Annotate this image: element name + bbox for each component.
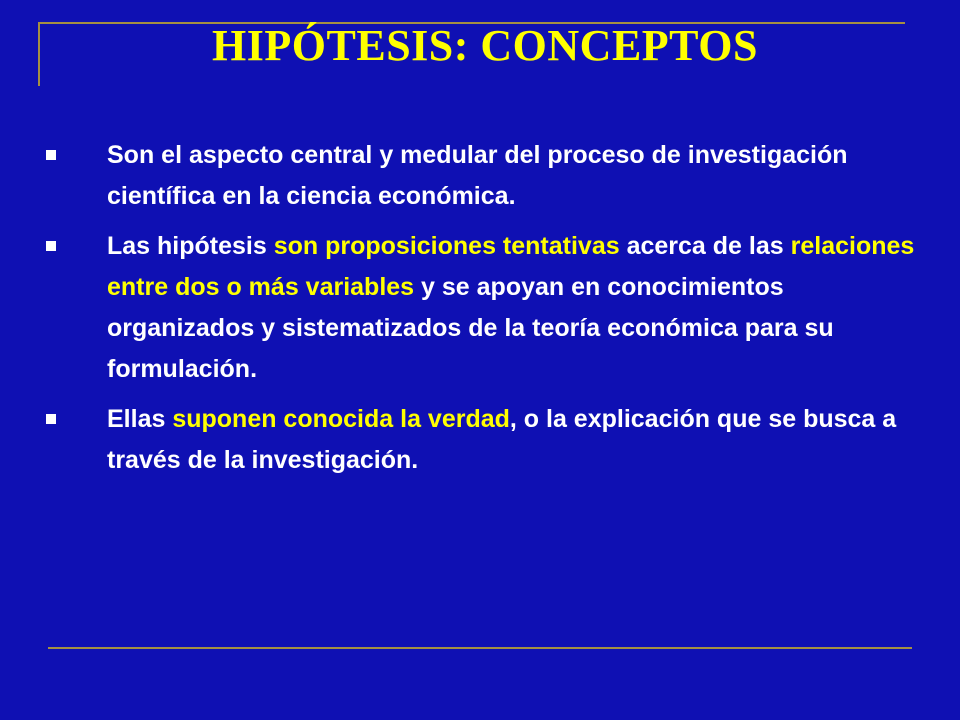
bullet-3-highlight-1: suponen conocida la verdad xyxy=(172,405,510,433)
bullet-2-text-part-3: y se apoyan en conocimientos organizados y sistematizados de la teoría económica para su formulación. xyxy=(107,273,834,383)
square-bullet-icon xyxy=(46,414,56,424)
bullet-list xyxy=(46,135,926,490)
bullet-3-text-part-2: , o la explicación que se busca a través de la investigación. xyxy=(107,405,897,474)
square-bullet-icon xyxy=(46,241,56,251)
bullet-item-1 xyxy=(46,135,926,217)
bullet-item-2 xyxy=(46,226,926,390)
bullet-2-text-part-1: Las hipótesis xyxy=(107,232,274,260)
bullet-2-highlight-2: relaciones entre dos o más variables xyxy=(107,232,915,301)
bullet-2-text-part-2: acerca de las xyxy=(619,232,791,260)
bullet-item-3 xyxy=(46,399,926,481)
footer-rule xyxy=(48,647,912,649)
square-bullet-icon xyxy=(46,150,56,160)
bullet-2-highlight-1: son proposiciones tentativas xyxy=(273,232,620,260)
slide-title: HIPÓTESIS: CONCEPTOS xyxy=(212,21,758,70)
bullet-1-text: Son el aspecto central y medular del proceso de investigación científica en la ciencia económica. xyxy=(107,141,848,210)
bullet-3-text-part-1: Ellas xyxy=(107,405,173,433)
